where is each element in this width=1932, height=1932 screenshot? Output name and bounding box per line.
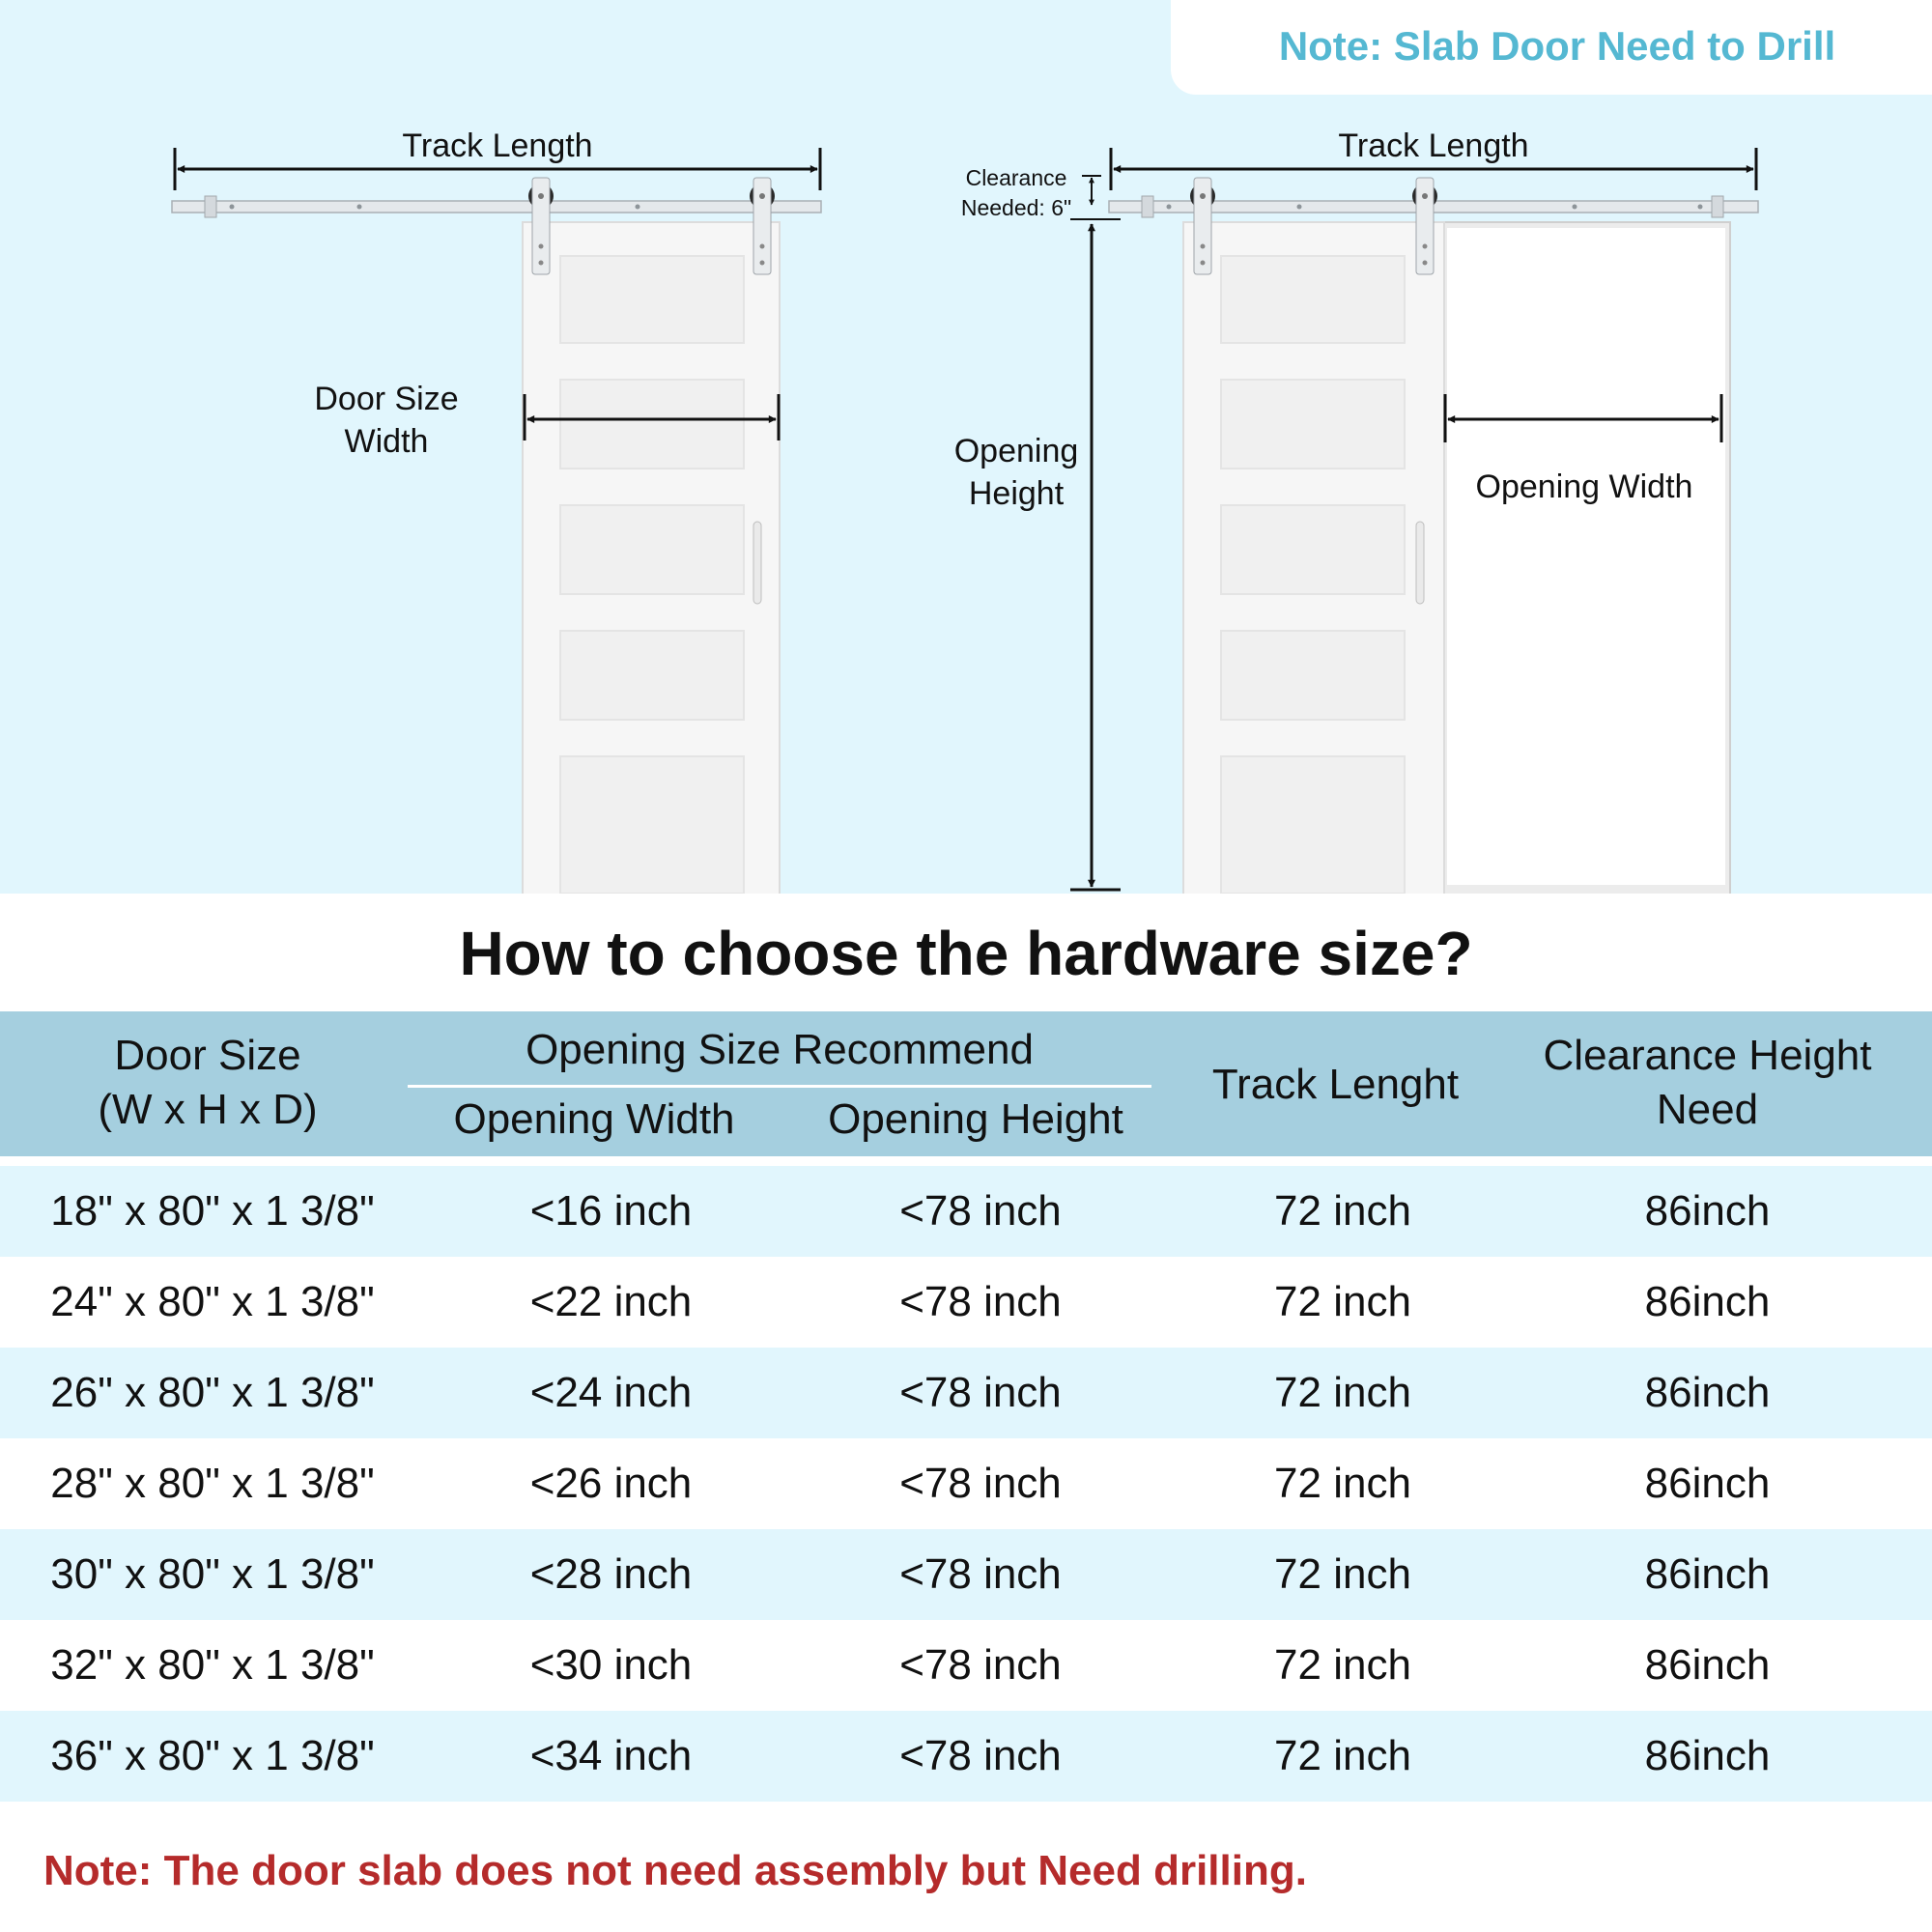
door-opening [1447, 228, 1725, 885]
left-track-label: Track Length [402, 128, 593, 164]
right-door-handle [1416, 522, 1424, 604]
header-track-length: Track Lenght [1211, 1061, 1460, 1108]
opening-width-label: Opening Width [1475, 469, 1693, 505]
cell-width: <26 inch [529, 1460, 693, 1507]
table-header [0, 1011, 1932, 1156]
cell-track: 72 inch [1274, 1460, 1411, 1507]
cell-width: <34 inch [529, 1732, 693, 1779]
header-opening-group: Opening Size Recommend [526, 1026, 1034, 1073]
right-track-label: Track Length [1338, 128, 1529, 164]
cell-clearance: 86inch [1644, 1732, 1771, 1779]
cell-track: 72 inch [1274, 1550, 1411, 1598]
cell-door: 28" x 80" x 1 3/8" [50, 1460, 375, 1507]
opening-height-label-2: Height [968, 475, 1065, 512]
cell-height: <78 inch [899, 1187, 1062, 1235]
table-row [0, 1438, 1932, 1529]
table-row [0, 1529, 1932, 1620]
left-door-handle [753, 522, 761, 604]
cell-track: 72 inch [1274, 1369, 1411, 1416]
cell-door: 32" x 80" x 1 3/8" [50, 1641, 375, 1689]
door-size-label-2: Width [344, 423, 429, 460]
cell-door: 26" x 80" x 1 3/8" [50, 1369, 375, 1416]
cell-clearance: 86inch [1644, 1460, 1771, 1507]
cell-track: 72 inch [1274, 1187, 1411, 1235]
right-hanger-2 [1412, 178, 1437, 274]
cell-width: <16 inch [529, 1187, 693, 1235]
left-hanger-2 [750, 178, 775, 274]
header-door-size: Door Size (W x H x D) [98, 1032, 318, 1133]
drill-note: Note: Slab Door Need to Drill [1278, 23, 1836, 69]
cell-clearance: 86inch [1644, 1550, 1771, 1598]
left-rail [172, 201, 821, 213]
page-title: How to choose the hardware size? [459, 919, 1473, 988]
cell-height: <78 inch [899, 1369, 1062, 1416]
cell-height: <78 inch [899, 1732, 1062, 1779]
header-clearance: Clearance Height Need [1543, 1032, 1872, 1133]
clearance-label-1: Clearance [965, 165, 1067, 190]
clearance-label-2: Needed: 6" [960, 195, 1072, 220]
hardware-size-table [0, 1011, 1932, 1802]
cell-door: 18" x 80" x 1 3/8" [50, 1187, 375, 1235]
cell-clearance: 86inch [1644, 1187, 1771, 1235]
cell-height: <78 inch [899, 1641, 1062, 1689]
table-body [0, 1166, 1932, 1802]
left-hanger-1 [528, 178, 554, 274]
cell-track: 72 inch [1274, 1641, 1411, 1689]
header-opening-width: Opening Width [453, 1095, 735, 1143]
door-size-label-1: Door Size [314, 381, 459, 417]
table-row [0, 1166, 1932, 1257]
right-diagram [954, 128, 1758, 894]
header-opening-height: Opening Height [828, 1095, 1123, 1143]
cell-door: 36" x 80" x 1 3/8" [50, 1732, 375, 1779]
cell-clearance: 86inch [1644, 1641, 1771, 1689]
cell-height: <78 inch [899, 1550, 1062, 1598]
cell-width: <22 inch [529, 1278, 693, 1325]
cell-clearance: 86inch [1644, 1278, 1771, 1325]
cell-track: 72 inch [1274, 1732, 1411, 1779]
cell-height: <78 inch [899, 1278, 1062, 1325]
header-divider [408, 1085, 1151, 1088]
cell-width: <30 inch [529, 1641, 693, 1689]
table-row [0, 1620, 1932, 1711]
footer-note: Note: The door slab does not need assembly but Need drilling. [43, 1847, 1307, 1894]
left-rail-stop [205, 196, 216, 217]
cell-door: 30" x 80" x 1 3/8" [50, 1550, 375, 1598]
cell-clearance: 86inch [1644, 1369, 1771, 1416]
cell-track: 72 inch [1274, 1278, 1411, 1325]
cell-height: <78 inch [899, 1460, 1062, 1507]
right-hanger-1 [1190, 178, 1215, 274]
table-row [0, 1711, 1932, 1802]
opening-height-label-1: Opening [953, 433, 1079, 469]
table-row [0, 1348, 1932, 1438]
cell-door: 24" x 80" x 1 3/8" [50, 1278, 375, 1325]
cell-width: <24 inch [529, 1369, 693, 1416]
barn-door-diagram [0, 0, 1932, 894]
cell-width: <28 inch [529, 1550, 693, 1598]
table-row [0, 1257, 1932, 1348]
left-diagram [172, 128, 821, 894]
